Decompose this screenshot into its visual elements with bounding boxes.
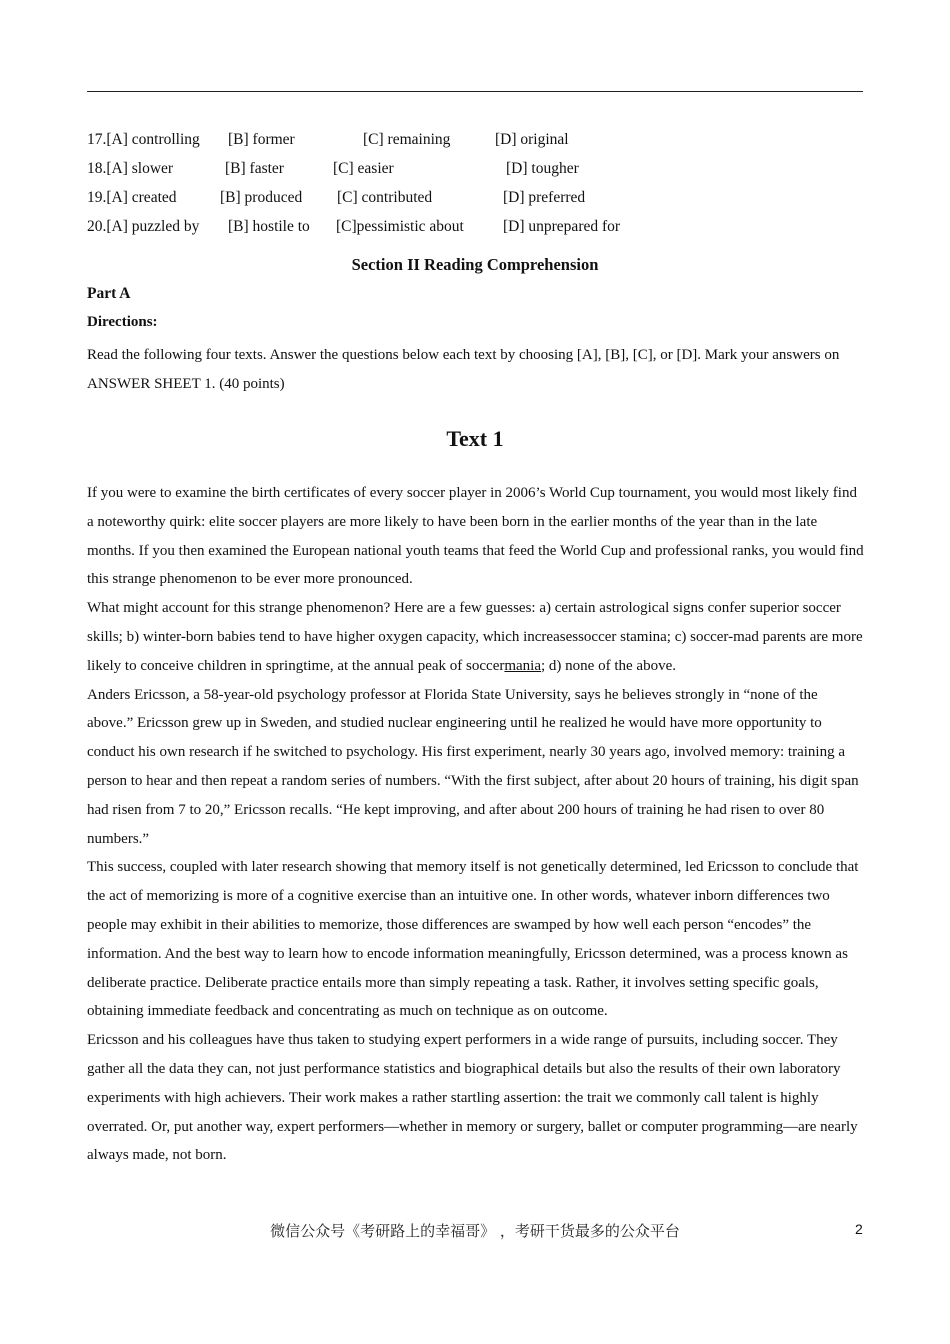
section-title: Section II Reading Comprehension xyxy=(351,255,599,274)
option-c: [C]pessimistic about xyxy=(336,218,464,235)
option-c: [C] remaining xyxy=(363,131,451,148)
option-a: 17.[A] controlling xyxy=(87,131,200,148)
option-b: [B] former xyxy=(228,131,295,148)
option-c: [C] easier xyxy=(333,160,394,177)
paragraph-2 xyxy=(87,594,867,680)
page-number: 2 xyxy=(855,1221,863,1237)
paragraph-5: Ericsson and his colleagues have thus taken to studying expert performers in a wide range of pursuits, including soccer. They gather all the data they can, not just performance statistics and biographical details but also the results of their own laboratory experiments with high achievers. Their work makes a rather startling assertion: the trait we commonly call talent is highly overrated. Or, put another way, expert performers—whether in memory or surgery, ballet or computer programming—are nearly always made, not born. xyxy=(87,1032,858,1164)
paragraph-2-part-a: What might account for this strange phenomenon? Here are a few guesses: a) certain astrological signs confer superior soccer skills; b) winter-born babies tend to have higher oxygen capacity, which increasessoccer stamina; c) soccer-mad parents are more likely to conceive children in springtime, at the annual peak of soccer xyxy=(87,600,863,674)
option-a: 18.[A] slower xyxy=(87,160,174,177)
option-d: [D] preferred xyxy=(503,189,586,206)
paragraph-2-part-b: ; d) none of the above. xyxy=(541,657,676,674)
part-label: Part A xyxy=(87,285,131,302)
option-d: [D] original xyxy=(495,131,569,148)
footer-text: 微信公众号《考研路上的幸福哥》 ，考研干货最多的公众平台 xyxy=(270,1222,680,1240)
directions-label: Directions: xyxy=(87,314,158,330)
option-d: [D] unprepared for xyxy=(503,218,621,235)
option-b: [B] faster xyxy=(225,160,284,177)
paragraph-4: This success, coupled with later research showing that memory itself is not genetically determined, led Ericsson to conclude that the act of memorizing is more of a cognitive exercise than an intuitive one. In other words, whatever inborn differences two people may exhibit in their abilities to memorize, those differences are swamped by how well each person “encodes” the information. And the best way to learn how to encode information meaningfully, Ericsson determined, was a process known as deliberate practice. Deliberate practice entails more than simply repeating a task. Rather, it involves setting specific goals, obtaining immediate feedback and concentrating as much on technique as on outcome. xyxy=(87,859,859,1020)
underlined-word: mania xyxy=(504,657,542,674)
directions-text: Read the following four texts. Answer the questions below each text by choosing [A], [B], [C], or [D]. Mark your answers on ANSWER SHEET 1. (40 points) xyxy=(87,347,840,392)
option-b: [B] hostile to xyxy=(228,218,310,235)
option-a: 19.[A] created xyxy=(87,189,177,206)
option-d: [D] tougher xyxy=(506,160,579,177)
header-rule xyxy=(87,91,863,92)
option-a: 20.[A] puzzled by xyxy=(87,218,200,235)
option-b: [B] produced xyxy=(220,189,303,206)
text-title: Text 1 xyxy=(446,426,504,451)
paragraph-1: If you were to examine the birth certificates of every soccer player in 2006’s World Cup tournament, you would most likely find a noteworthy quirk: elite soccer players are more likely to have been born in the earlier months of the year than in the late months. If you then examined the European national youth teams that feed the World Cup and professional ranks, you would find this strange phenomenon to be ever more pronounced. xyxy=(87,485,864,588)
passage-body xyxy=(87,479,867,1170)
paragraph-3: Anders Ericsson, a 58-year-old psychology professor at Florida State University, says he believes strongly in “none of the above.” Ericsson grew up in Sweden, and studied nuclear engineering until he realized he would have more opportunity to conduct his own research if he switched to psychology. His first experiment, nearly 30 years ago, involved memory: training a person to hear and then repeat a random series of numbers. “With the first subject, after about 20 hours of training, his digit span had risen from 7 to 20,” Ericsson recalls. “He kept improving, and after about 200 hours of training he had risen to over 80 numbers.” xyxy=(87,686,859,847)
option-c: [C] contributed xyxy=(337,189,433,206)
